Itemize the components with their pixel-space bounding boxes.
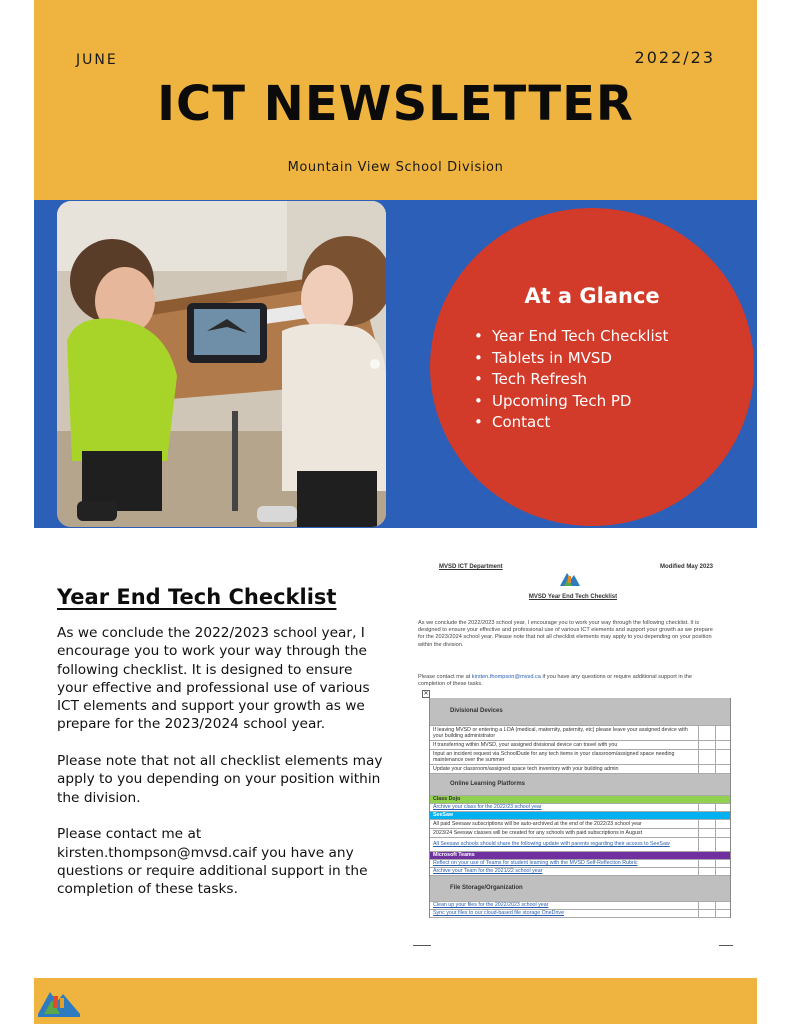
doc-rule	[719, 945, 733, 946]
checkbox-cell[interactable]	[715, 860, 716, 867]
checkbox-cell[interactable]	[715, 868, 716, 875]
checklist-link[interactable]: All Seesaw schools should share the following update with parents regarding their access to SeeSaw	[433, 841, 670, 848]
checklist-text: SeeSaw	[433, 812, 454, 819]
checklist-text: Online Learning Platforms	[450, 781, 526, 788]
table-move-handle-icon: ✕	[423, 691, 429, 697]
checklist-text: If transferring within MVSD, your assigned divisional device can travel with you	[433, 741, 618, 748]
checklist-text: Microsoft Teams	[433, 852, 475, 859]
checkbox-cell[interactable]	[715, 910, 716, 917]
article-body	[57, 624, 387, 917]
checklist-link[interactable]: Archive your class for the 2022/23 school year	[433, 804, 542, 811]
checkbox-cell[interactable]	[715, 829, 716, 837]
checkbox-cell[interactable]	[698, 910, 699, 917]
checklist-link[interactable]: Reflect on your use of Teams for student learning with the MVSD Self-Reflection Rubric	[433, 860, 638, 867]
checklist-section-header	[430, 698, 730, 726]
checklist-document	[413, 560, 733, 958]
checkbox-cell[interactable]	[698, 765, 699, 773]
checkbox-cell[interactable]	[698, 902, 699, 909]
checkbox-cell[interactable]	[715, 741, 716, 749]
article-paragraph: As we conclude the 2022/2023 school year, I encourage you to work your way through the following checklist. It is designed to ensure your effective and professional use of various ICT elements and support your growth as we prepare for the 2023/2024 school year.	[57, 625, 370, 733]
checklist-section-header	[430, 876, 730, 902]
doc-intro: As we conclude the 2022/2023 school year, I encourage you to work your way through the following checklist. It is designed to ensure your effective and professional use of various ICT elements and support your growth as we prepare for the 2023/2024 school year. Please note that not all checklist elements may apply to you depending on your position within the division.	[418, 620, 713, 648]
checklist-text: 2023/24 Seesaw classes will be created for any schools with paid subscriptions in August	[433, 829, 643, 836]
checklist-row	[430, 829, 730, 838]
glance-item: • Tablets in MVSD	[474, 348, 668, 370]
checklist-text: File Storage/Organization	[450, 885, 523, 892]
checkbox-cell[interactable]	[715, 804, 716, 811]
glance-item: • Year End Tech Checklist	[474, 326, 668, 348]
checklist-row	[430, 750, 730, 765]
classroom-photo	[57, 201, 386, 527]
checklist-text: All paid Seesaw subscriptions will be auto-archived at the end of the 2022/23 school year	[433, 820, 642, 827]
article-heading: Year End Tech Checklist	[57, 585, 337, 609]
checkbox-cell[interactable]	[715, 820, 716, 828]
checklist-section-header	[430, 774, 730, 796]
doc-contact	[418, 674, 718, 688]
checklist-link[interactable]: Clean up your files for the 2022/2023 school year	[433, 902, 549, 909]
checkbox-cell[interactable]	[715, 726, 716, 740]
checkbox-cell[interactable]	[698, 741, 699, 749]
article-paragraph: Please note that not all checklist elements may apply to you depending on your position within the division.	[57, 753, 383, 806]
doc-rule	[413, 945, 431, 946]
checklist-text: Input an incident request via SchoolDude for any tech items in your classroom/assigned space needing maintenance over the summer	[433, 750, 675, 763]
checklist-link[interactable]: Archive your Team for the 2021/22 school year	[433, 868, 543, 875]
doc-contact-suffix: if you have any questions or require additional support in the completion of these tasks.	[418, 674, 693, 688]
checklist-row	[430, 812, 730, 820]
doc-contact-email[interactable]: kirsten.thompson@mvsd.ca	[471, 674, 541, 680]
checklist-text: Class Dojo	[433, 796, 461, 803]
checklist-table	[429, 698, 731, 918]
checklist-text: If leaving MVSD or entering a LOA (medical, maternity, paternity, etc) please leave your assigned device with your building administrator	[433, 726, 688, 739]
checkbox-cell[interactable]	[698, 829, 699, 837]
checklist-row	[430, 765, 730, 774]
footer-banner	[34, 978, 757, 1024]
checkbox-cell[interactable]	[715, 750, 716, 764]
doc-title: MVSD Year End Tech Checklist	[528, 594, 618, 600]
checkbox-cell[interactable]	[715, 838, 716, 851]
checkbox-cell[interactable]	[698, 750, 699, 764]
newsletter-title: ICT NEWSLETTER	[157, 76, 634, 132]
header-banner	[34, 0, 757, 200]
issue-month: JUNE	[76, 52, 118, 68]
doc-modified-date: Modified May 2023	[659, 564, 713, 570]
checklist-row	[430, 868, 730, 876]
article-paragraph: Please contact me at kirsten.thompson@mvsd.caif you have any questions or require additional support in the completion of these tasks.	[57, 826, 368, 898]
doc-contact-prefix: Please contact me at	[418, 674, 472, 680]
checkbox-cell[interactable]	[698, 868, 699, 875]
at-a-glance-list	[474, 326, 668, 434]
checkbox-cell[interactable]	[715, 902, 716, 909]
checkbox-cell[interactable]	[715, 765, 716, 773]
checkbox-cell[interactable]	[698, 726, 699, 740]
checkbox-cell[interactable]	[698, 838, 699, 851]
checklist-row	[430, 741, 730, 750]
checkbox-cell[interactable]	[698, 820, 699, 828]
issue-year: 2022/23	[634, 48, 715, 67]
at-a-glance-heading: At a Glance	[524, 284, 660, 308]
glance-item: • Tech Refresh	[474, 369, 668, 391]
checklist-row	[430, 726, 730, 741]
doc-department: MVSD ICT Department	[439, 564, 503, 570]
checklist-row	[430, 910, 730, 918]
mvsd-logo-icon	[559, 568, 581, 593]
glance-item: • Contact	[474, 412, 668, 434]
glance-item: • Upcoming Tech PD	[474, 391, 668, 413]
mvsd-logo-icon	[36, 984, 82, 1022]
checkbox-cell[interactable]	[698, 804, 699, 811]
checklist-row	[430, 838, 730, 852]
checklist-text: Divisional Devices	[450, 708, 503, 715]
checklist-row	[430, 820, 730, 829]
division-name: Mountain View School Division	[287, 160, 504, 175]
checkbox-cell[interactable]	[698, 860, 699, 867]
checklist-link[interactable]: Sync your files to our cloud-based file storage OneDrive	[433, 910, 565, 917]
checklist-text: Update your classroom/assigned space tech inventory with your building admin	[433, 765, 619, 772]
